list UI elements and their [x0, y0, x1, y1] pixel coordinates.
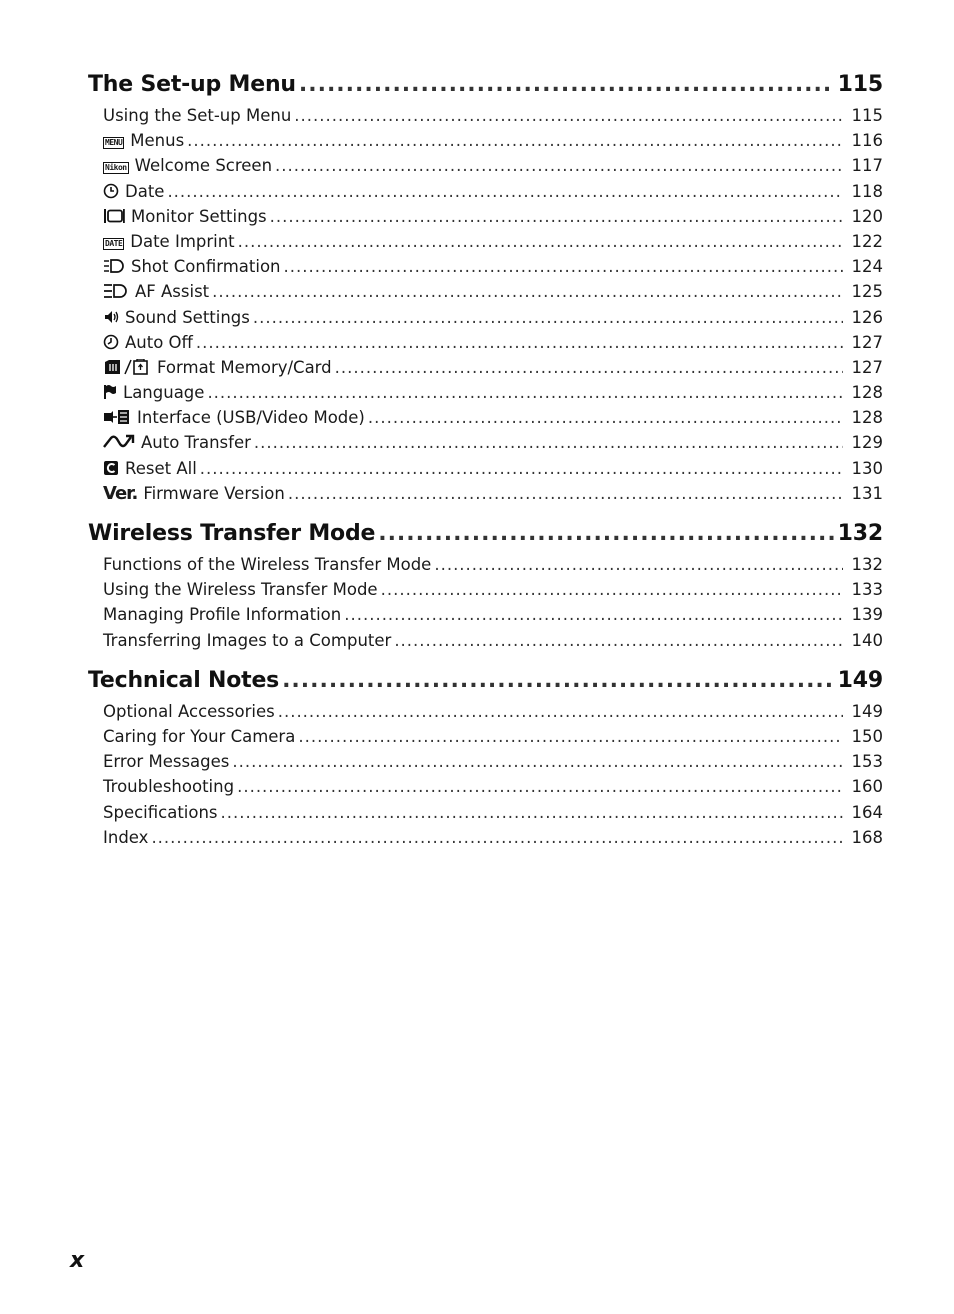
entry-label: Menus: [130, 131, 185, 151]
entry-label: Using the Wireless Transfer Mode: [103, 580, 378, 600]
entry-page: 128: [851, 408, 883, 428]
entry-title: [103, 481, 285, 506]
entry-page: 126: [851, 307, 883, 327]
entry-label: Date: [125, 181, 165, 201]
entry-page: 153: [851, 752, 883, 772]
leader-dots: [238, 229, 843, 254]
entry-title: [103, 430, 251, 455]
entry-page: 149: [851, 701, 883, 721]
leader-dots: [187, 128, 843, 153]
leader-dots: [278, 699, 843, 724]
toc-entry[interactable]: [88, 724, 883, 749]
entry-label: Caring for Your Camera: [103, 726, 296, 746]
entry-label: Specifications: [103, 802, 218, 822]
toc-entry[interactable]: [88, 330, 883, 355]
entry-title: [103, 179, 164, 204]
entry-label: Using the Set-up Menu: [103, 106, 292, 125]
section-title: Technical Notes: [88, 667, 280, 693]
entry-label: Monitor Settings: [131, 206, 267, 226]
leader-dots: [221, 800, 843, 825]
clock-icon: [103, 183, 119, 199]
leader-dots: [196, 330, 843, 355]
entry-title: [103, 724, 295, 749]
toc-entry[interactable]: [88, 405, 883, 430]
entry-title: [103, 305, 250, 330]
entry-label: Interface (USB/Video Mode): [137, 408, 365, 428]
entry-label: Language: [123, 383, 205, 403]
format-memory-card-icon: [103, 359, 151, 375]
entry-page: 124: [851, 257, 883, 277]
leader-dots: [282, 662, 834, 699]
entry-page: 164: [851, 802, 883, 822]
leader-dots: [394, 628, 843, 653]
entry-title: [103, 628, 391, 653]
leader-dots: [299, 66, 834, 103]
interface-icon: [103, 409, 131, 425]
leader-dots: [200, 456, 843, 481]
leader-dots: [381, 577, 843, 602]
entry-title: [103, 355, 332, 380]
entry-label: Troubleshooting: [103, 777, 235, 797]
toc-entry[interactable]: [88, 380, 883, 405]
entry-title: [103, 405, 365, 430]
section-page: 149: [837, 667, 883, 693]
toc-entry[interactable]: [88, 800, 883, 825]
leader-dots: [151, 825, 843, 850]
entry-label: Format Memory/Card: [157, 357, 332, 377]
entry-label: Auto Transfer: [141, 433, 251, 453]
auto-transfer-icon: [103, 434, 135, 450]
entry-title: [103, 699, 275, 724]
reset-icon: [103, 460, 119, 476]
leader-dots: [344, 602, 843, 627]
entry-label: Shot Confirmation: [131, 257, 281, 277]
toc-entry[interactable]: [88, 305, 883, 330]
entry-title: [103, 552, 431, 577]
entry-page: 122: [851, 231, 883, 251]
entry-page: 139: [851, 605, 883, 625]
entry-page: 115: [851, 106, 883, 125]
entry-page: 133: [851, 580, 883, 600]
toc-entry[interactable]: [88, 577, 883, 602]
entry-label: Optional Accessories: [103, 701, 275, 721]
toc-entry[interactable]: [88, 749, 883, 774]
entry-label: AF Assist: [135, 282, 210, 302]
entry-title: [103, 254, 281, 279]
entry-title: [103, 825, 148, 850]
entry-title: [103, 204, 267, 229]
entry-page: 125: [851, 282, 883, 302]
toc-section: [88, 662, 883, 850]
entry-title: [103, 279, 209, 304]
entry-page: 132: [851, 555, 883, 574]
entry-label: Functions of the Wireless Transfer Mode: [103, 555, 432, 574]
table-of-contents: [88, 66, 883, 859]
toc-entry[interactable]: [88, 825, 883, 850]
shot-confirmation-icon: [103, 258, 125, 274]
leader-dots: [270, 204, 843, 229]
toc-entry[interactable]: [88, 279, 883, 304]
toc-entry[interactable]: [88, 103, 883, 128]
section-title: The Set-up Menu: [88, 72, 296, 97]
section-heading[interactable]: [88, 515, 883, 552]
entry-page: 128: [851, 383, 883, 403]
entry-page: 160: [851, 777, 883, 797]
leader-dots: [275, 153, 843, 178]
version-icon: Ver.: [103, 482, 138, 504]
entry-label: Transferring Images to a Computer: [103, 630, 392, 650]
toc-entry[interactable]: [88, 229, 883, 254]
toc-entry[interactable]: [88, 552, 883, 577]
entry-label: Firmware Version: [143, 483, 285, 503]
flag-icon: [103, 384, 117, 400]
section-heading[interactable]: [88, 66, 883, 103]
entry-title: [103, 128, 184, 153]
entry-page: 129: [851, 433, 883, 453]
menu-icon: MENU: [105, 138, 123, 148]
entry-title: [103, 774, 234, 799]
entry-title: [103, 749, 229, 774]
toc-entry[interactable]: [88, 179, 883, 204]
entry-label: Sound Settings: [125, 307, 250, 327]
toc-entry[interactable]: [88, 204, 883, 229]
nikon-icon: Nikon: [105, 163, 127, 173]
toc-entry[interactable]: [88, 153, 883, 178]
toc-section: [88, 66, 883, 506]
toc-entry[interactable]: [88, 254, 883, 279]
toc-section: [88, 515, 883, 653]
entry-title: [103, 800, 218, 825]
leader-dots: [167, 179, 843, 204]
entry-title: [103, 153, 272, 178]
entry-label: Welcome Screen: [134, 156, 273, 176]
leader-dots: [298, 724, 843, 749]
entry-title: [103, 330, 193, 355]
section-title: Wireless Transfer Mode: [88, 521, 376, 546]
entry-label: Auto Off: [125, 332, 193, 352]
toc-entry[interactable]: [88, 628, 883, 653]
toc-entry[interactable]: [88, 774, 883, 799]
entry-page: 131: [851, 483, 883, 503]
entry-label: Error Messages: [103, 752, 230, 772]
entry-page: 168: [851, 827, 883, 847]
entry-title: [103, 602, 341, 627]
leader-dots: [335, 355, 843, 380]
date-imprint-icon: DATE: [105, 238, 123, 248]
leader-dots: [212, 279, 843, 304]
leader-dots: [434, 552, 843, 577]
entry-page: 130: [851, 458, 883, 478]
leader-dots: [232, 749, 843, 774]
page-number: x: [70, 1248, 85, 1273]
leader-dots: [368, 405, 843, 430]
section-page: 132: [837, 521, 883, 546]
leader-dots: [378, 515, 833, 552]
entry-title: [103, 577, 378, 602]
toc-entry[interactable]: [88, 699, 883, 724]
leader-dots: [254, 430, 843, 455]
entry-page: 120: [851, 206, 883, 226]
leader-dots: [207, 380, 843, 405]
entry-page: 116: [851, 131, 883, 151]
entry-label: Date Imprint: [130, 231, 235, 251]
entry-page: 118: [851, 181, 883, 201]
toc-entry[interactable]: [88, 481, 883, 506]
entry-page: 117: [851, 156, 883, 176]
entry-page: 127: [851, 332, 883, 352]
leader-dots: [284, 254, 844, 279]
toc-entry[interactable]: [88, 602, 883, 627]
toc-entry[interactable]: [88, 456, 883, 481]
toc-entry[interactable]: [88, 355, 883, 380]
speaker-icon: [103, 309, 119, 325]
leader-dots: [237, 774, 843, 799]
toc-entry[interactable]: [88, 128, 883, 153]
toc-entry[interactable]: [88, 430, 883, 455]
entry-label: Reset All: [125, 458, 197, 478]
section-heading[interactable]: [88, 662, 883, 699]
entry-page: 150: [851, 726, 883, 746]
entry-page: 127: [851, 357, 883, 377]
entry-page: 140: [851, 630, 883, 650]
monitor-icon: [103, 208, 125, 224]
entry-label: Managing Profile Information: [103, 605, 342, 625]
section-page: 115: [837, 72, 883, 97]
entry-title: [103, 456, 197, 481]
entry-title: [103, 380, 204, 405]
entry-title: [103, 229, 235, 254]
leader-dots: [253, 305, 843, 330]
entry-title: [103, 103, 291, 128]
leader-dots: [294, 103, 843, 128]
leader-dots: [288, 481, 843, 506]
auto-off-icon: [103, 334, 119, 350]
af-assist-icon: [103, 283, 129, 299]
entry-label: Index: [103, 827, 149, 847]
